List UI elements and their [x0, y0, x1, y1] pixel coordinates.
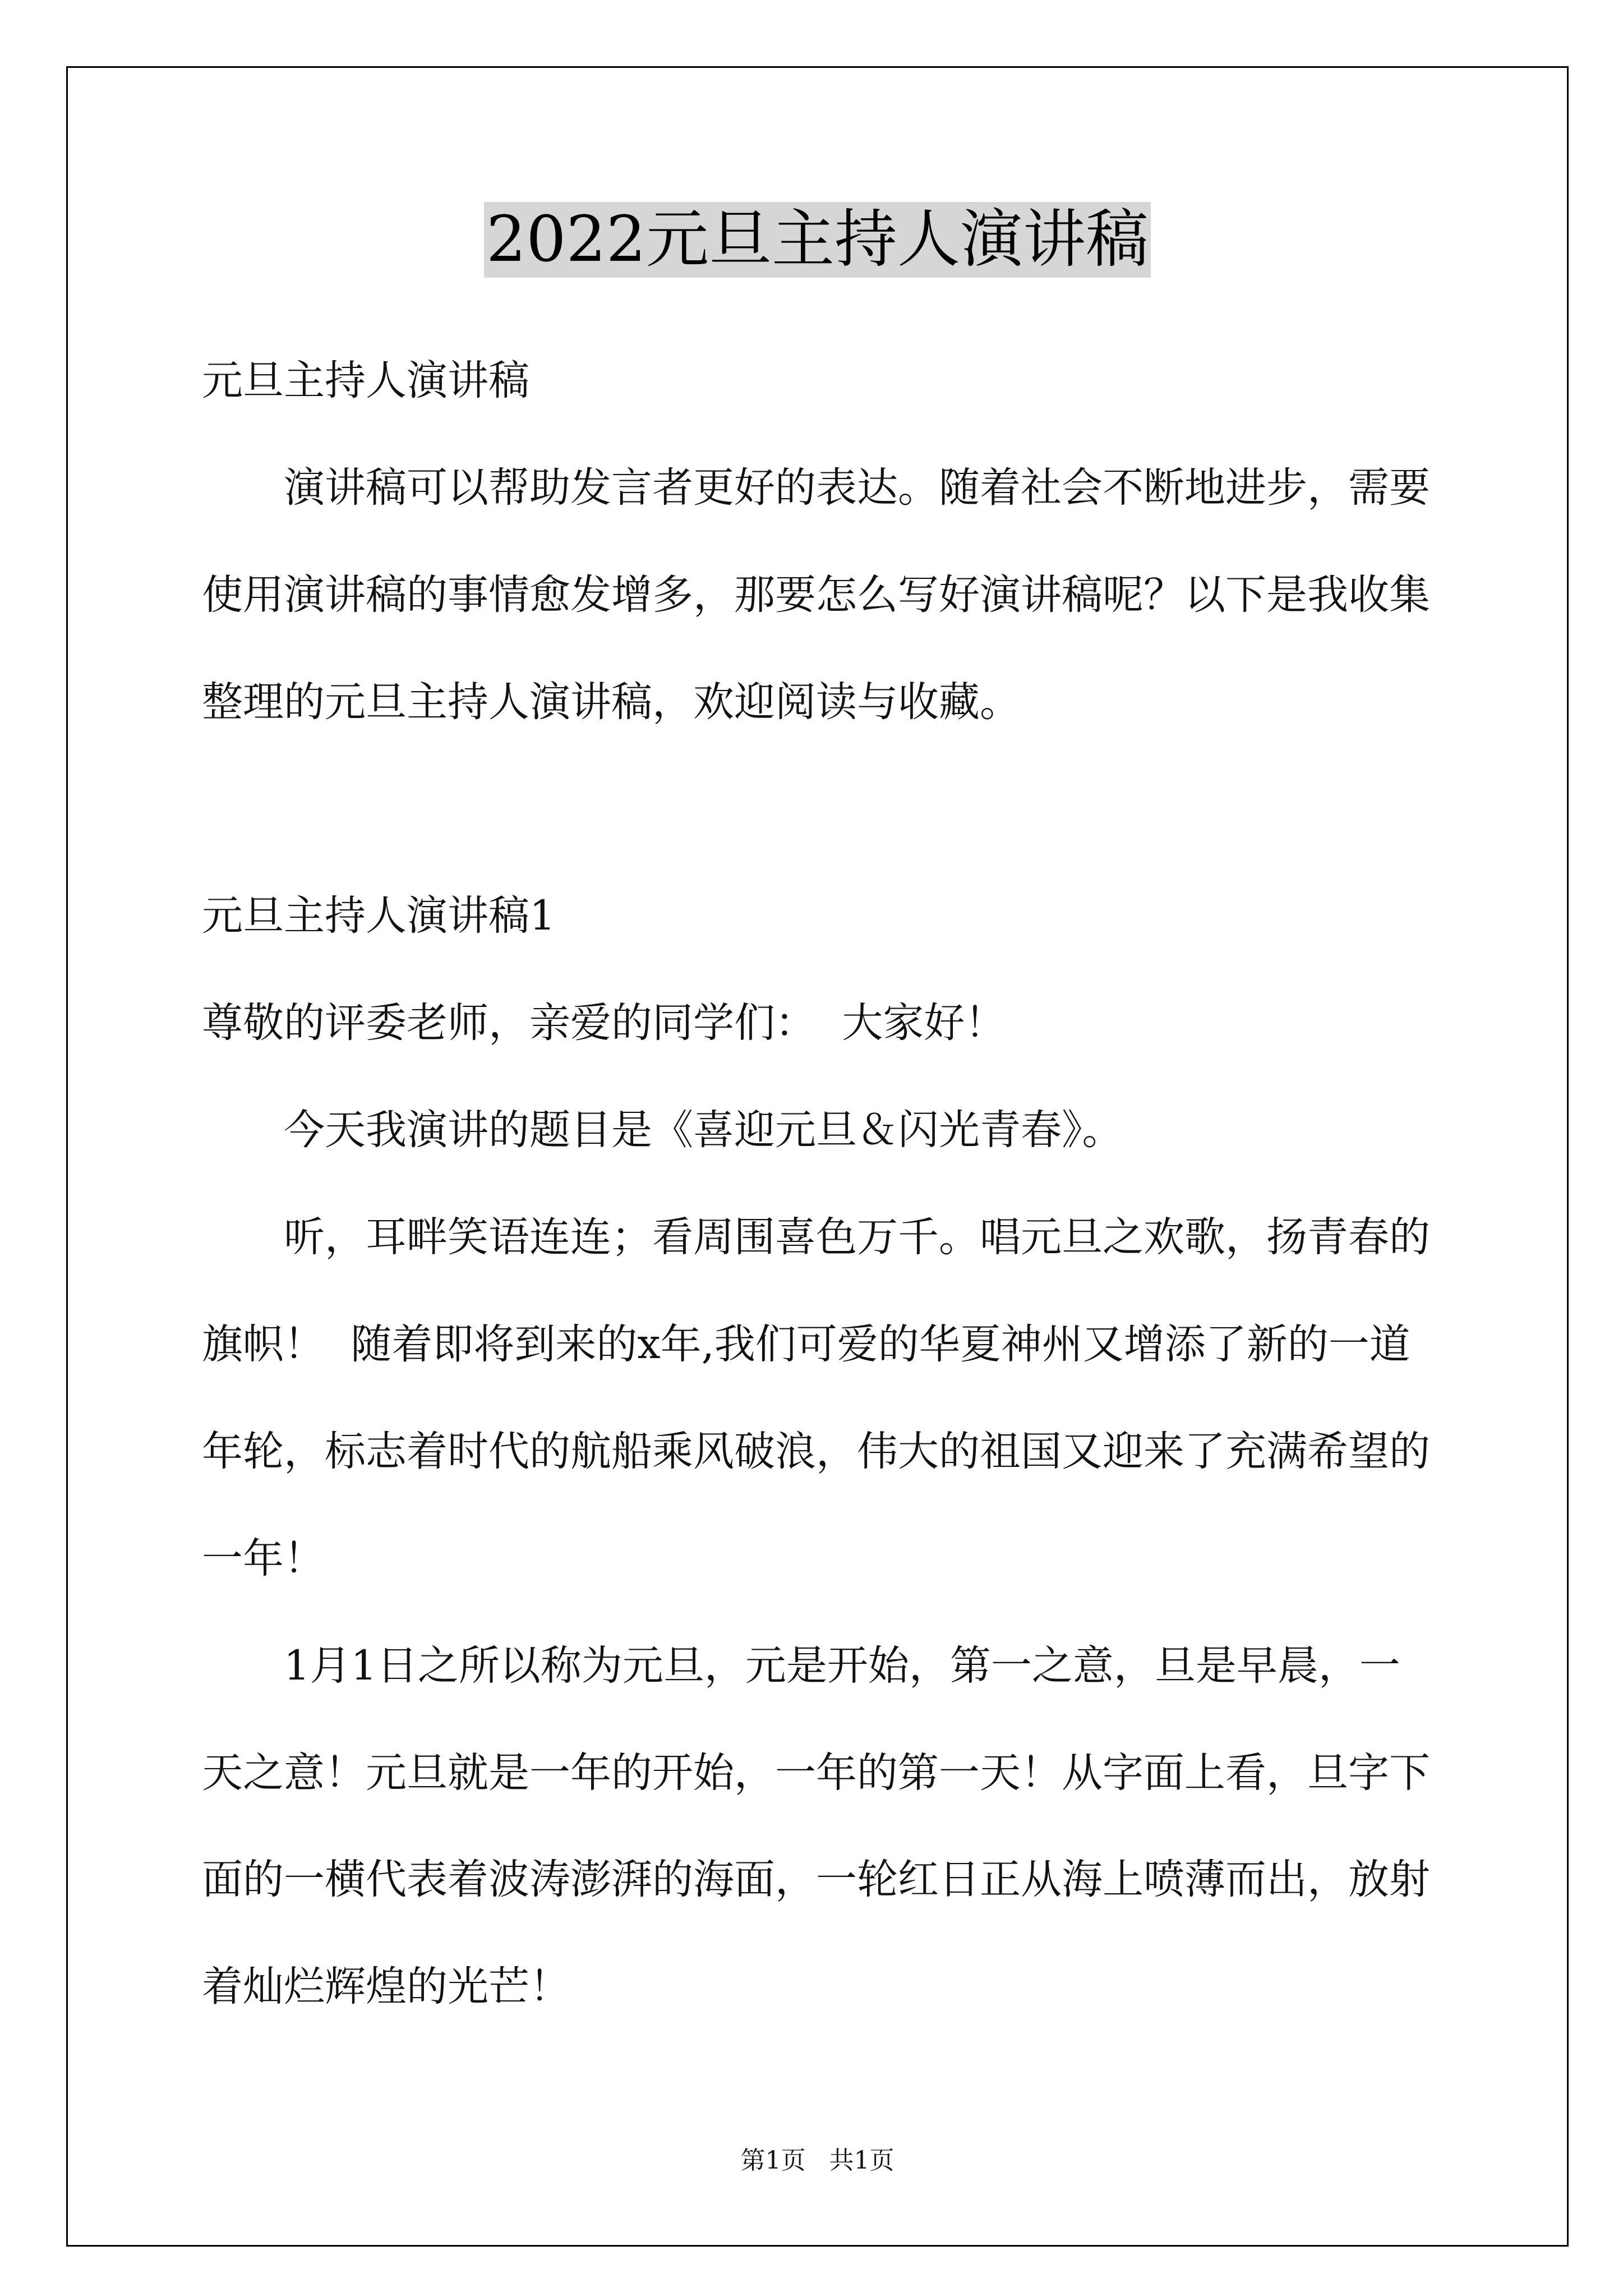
title-container [66, 202, 1569, 278]
salutation: 尊敬的评委老师，亲爱的同学们： 大家好！ [202, 999, 1006, 1047]
paragraph-line: 听，耳畔笑语连连；看周围喜色万千。唱元旦之欢歌，扬青春的 [284, 1213, 1430, 1262]
paragraph-line: 一年！ [202, 1534, 325, 1582]
paragraph-line: 1月1日之所以称为元旦，元是开始，第一之意，旦是早晨，一 [284, 1641, 1400, 1690]
paragraph-line: 旗帜！ 随着即将到来的x年,我们可爱的华夏神州又增添了新的一道 [202, 1320, 1410, 1369]
paragraph-line: 面的一横代表着波涛澎湃的海面，一轮红日正从海上喷薄而出，放射 [202, 1856, 1430, 1904]
document-body [202, 328, 1514, 2041]
paragraph-line: 今天我演讲的题目是《喜迎元旦＆闪光青春》。 [284, 1106, 1123, 1154]
intro-line: 使用演讲稿的事情愈发增多，那要怎么写好演讲稿呢？以下是我收集 [202, 570, 1430, 619]
page-footer: 第1页 共1页 [740, 2146, 895, 2175]
paragraph-line: 天之意！元旦就是一年的开始，一年的第一天！从字面上看，旦字下 [202, 1749, 1430, 1797]
paragraph-line: 年轮，标志着时代的航船乘风破浪，伟大的祖国又迎来了充满希望的 [202, 1427, 1430, 1475]
section-heading: 元旦主持人演讲稿1 [202, 892, 556, 940]
intro-line: 演讲稿可以帮助发言者更好的表达。随着社会不断地进步，需要 [284, 463, 1430, 512]
blank-line [202, 756, 1514, 863]
paragraph-line: 着灿烂辉煌的光芒！ [202, 1963, 570, 2011]
document-title: 2022元旦主持人演讲稿 [484, 202, 1151, 278]
intro-line: 整理的元旦主持人演讲稿，欢迎阅读与收藏。 [202, 678, 1021, 726]
subtitle: 元旦主持人演讲稿 [202, 357, 529, 404]
